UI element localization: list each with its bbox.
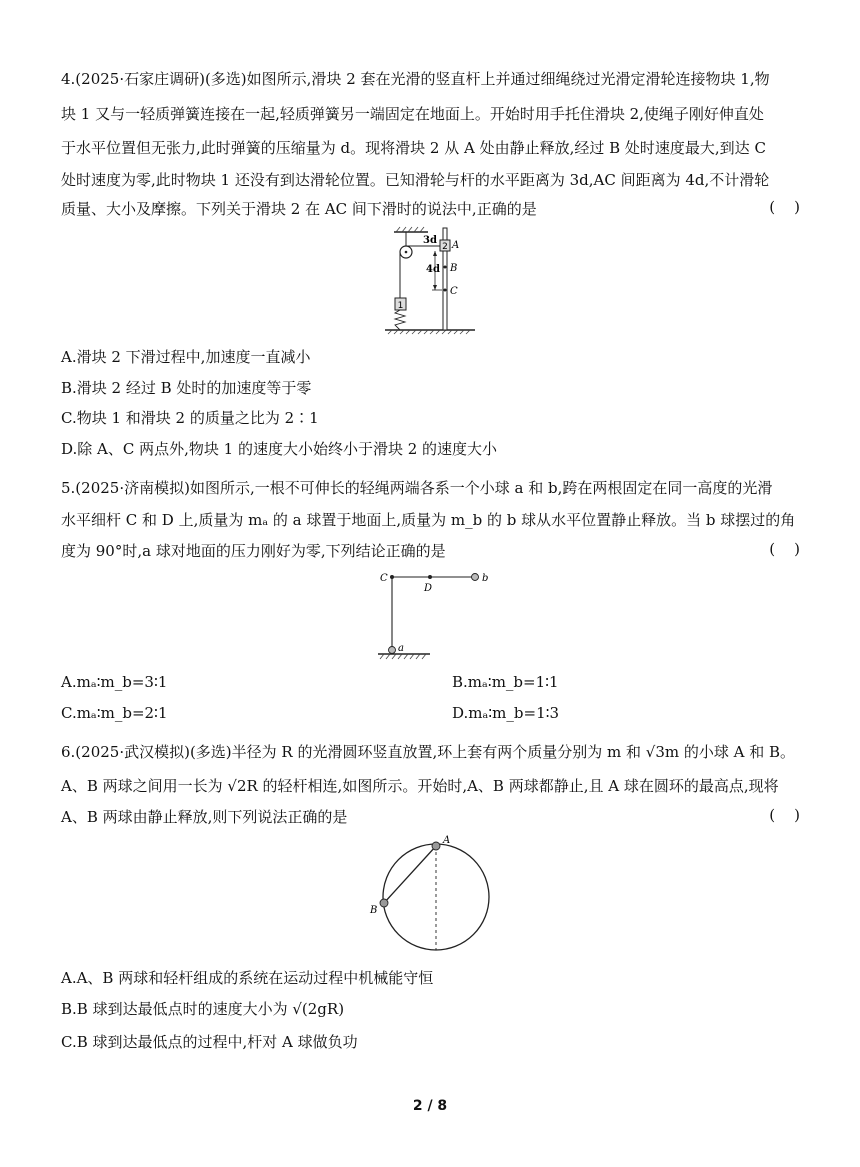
ball-b — [472, 574, 479, 581]
svg-text:A: A — [443, 835, 451, 846]
q5-option-c: C.mₐ∶m_b=2∶1 — [61, 704, 168, 722]
q6-option-c: C.B 球到达最低点的过程中,杆对 A 球做负功 — [61, 1033, 358, 1051]
q4-option-a: A.滑块 2 下滑过程中,加速度一直减小 — [61, 348, 311, 366]
q4-line-1: 4.(2025·石家庄调研)(多选)如图所示,滑块 2 套在光滑的竖直杆上并通过细绳绕过光滑定滑轮连接物块 1,物 — [61, 70, 770, 88]
q5-answer-bracket: ( ) — [769, 540, 800, 558]
svg-text:C: C — [380, 573, 388, 584]
q4-line-2: 块 1 又与一轻质弹簧连接在一起,轻质弹簧另一端固定在地面上。开始时用手托住滑块 2,使绳子刚好伸直处 — [61, 105, 764, 123]
q6-answer-bracket: ( ) — [769, 806, 800, 824]
svg-text:1: 1 — [397, 301, 404, 311]
svg-text:a: a — [398, 643, 404, 654]
svg-text:A: A — [452, 240, 460, 251]
ball-a — [432, 842, 440, 850]
q6-option-b: B.B 球到达最低点时的速度大小为 √(2gR) — [61, 1000, 345, 1018]
q5-line-1: 5.(2025·济南模拟)如图所示,一根不可伸长的轻绳两端各系一个小球 a 和 b,跨在两根固定在同一高度的光滑 — [61, 479, 773, 497]
q4-line-5: 质量、大小及摩擦。下列关于滑块 2 在 AC 间下滑时的说法中,正确的是 — [61, 200, 537, 218]
q6-line-3: A、B 两球由静止释放,则下列说法正确的是 — [61, 808, 348, 826]
svg-text:4d: 4d — [426, 264, 440, 275]
svg-text:b: b — [482, 573, 489, 584]
q4-answer-bracket: ( ) — [769, 198, 800, 216]
ball-a — [389, 647, 396, 654]
svg-text:C: C — [450, 286, 458, 297]
q4-line-4: 处时速度为零,此时物块 1 还没有到达滑轮位置。已知滑轮与杆的水平距离为 3d,AC 间距离为 4d,不计滑轮 — [61, 171, 770, 189]
svg-text:2: 2 — [442, 242, 448, 252]
q5-option-a: A.mₐ∶m_b=3∶1 — [61, 673, 168, 691]
light-rod — [384, 846, 436, 903]
q5-option-b: B.mₐ∶m_b=1∶1 — [452, 673, 559, 691]
q4-option-b: B.滑块 2 经过 B 处时的加速度等于零 — [61, 379, 312, 397]
q5-option-d: D.mₐ∶m_b=1∶3 — [452, 704, 560, 722]
q6-line-1: 6.(2025·武汉模拟)(多选)半径为 R 的光滑圆环竖直放置,环上套有两个质量分别为 m 和 √3m 的小球 A 和 B。 — [61, 743, 796, 761]
q4-line-3: 于水平位置但无张力,此时弹簧的压缩量为 d。现将滑块 2 从 A 处由静止释放,经过 B 处时速度最大,到达 C — [61, 139, 766, 157]
svg-text:3d: 3d — [423, 235, 437, 246]
q4-option-d: D.除 A、C 两点外,物块 1 的速度大小始终小于滑块 2 的速度大小 — [61, 440, 498, 458]
svg-text:B: B — [370, 905, 378, 916]
peg-d — [428, 575, 432, 579]
ball-b — [380, 899, 388, 907]
q5-line-3: 度为 90°时,a 球对地面的压力刚好为零,下列结论正确的是 — [61, 542, 446, 560]
q6-figure — [364, 834, 504, 958]
svg-text:B: B — [450, 263, 458, 274]
peg-c — [390, 575, 394, 579]
page-number: 2 / 8 — [412, 1098, 448, 1114]
q5-line-2: 水平细杆 C 和 D 上,质量为 mₐ 的 a 球置于地面上,质量为 m_b 的 b 球从水平位置静止释放。当 b 球摆过的角 — [61, 511, 796, 529]
q6-option-a: A.A、B 两球和轻杆组成的系统在运动过程中机械能守恒 — [61, 969, 434, 987]
svg-text:D: D — [424, 583, 433, 594]
q5-figure — [372, 567, 492, 663]
q6-line-2: A、B 两球之间用一长为 √2R 的轻杆相连,如图所示。开始时,A、B 两球都静止,且 A 球在圆环的最高点,现将 — [61, 777, 779, 795]
q4-figure — [380, 224, 480, 336]
q4-option-c: C.物块 1 和滑块 2 的质量之比为 2∶1 — [61, 409, 319, 427]
spring — [395, 310, 405, 330]
